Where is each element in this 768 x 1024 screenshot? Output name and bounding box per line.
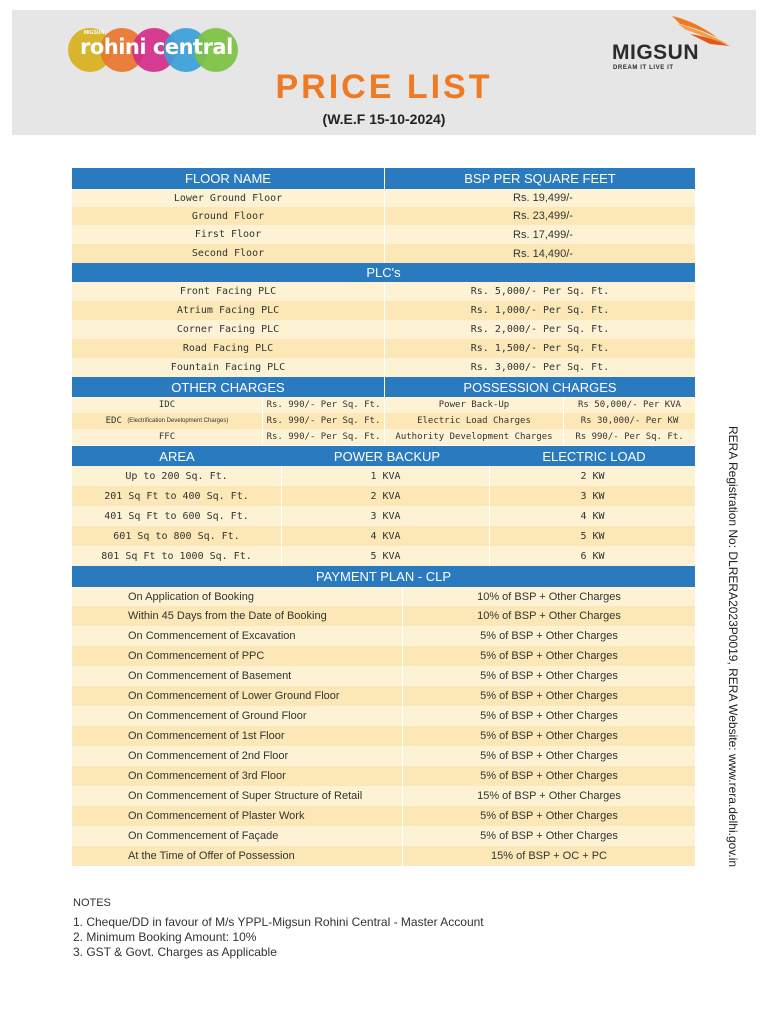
payment-amount: 15% of BSP + OC + PC: [491, 850, 607, 862]
payment-amount: 5% of BSP + Other Charges: [480, 630, 618, 642]
plc-name: Fountain Facing PLC: [170, 362, 286, 373]
note-item: 2. Minimum Booking Amount: 10%: [73, 930, 257, 944]
plc-price: Rs. 2,000/- Per Sq. Ft.: [470, 324, 610, 335]
table-row: [72, 429, 695, 445]
possession-charge-name: Authority Development Charges: [395, 432, 553, 442]
logo-small-text: MIGSUN: [84, 30, 104, 36]
bsp-price: Rs. 23,499/-: [513, 210, 573, 222]
table-row: [72, 666, 695, 686]
table-row: [72, 282, 695, 301]
table-row: [72, 397, 695, 413]
floor-name: Second Floor: [191, 248, 265, 259]
table-row: [72, 587, 695, 606]
table-row: [72, 466, 695, 486]
possession-charges-title: POSSESSION CHARGES: [463, 379, 617, 395]
rera-registration: [720, 426, 740, 866]
table-row: [72, 339, 695, 358]
load-value: 6 KW: [580, 550, 605, 562]
payment-amount: 5% of BSP + Other Charges: [480, 830, 618, 842]
plc-price: Rs. 3,000/- Per Sq. Ft.: [470, 362, 610, 373]
area-value: 801 Sq Ft to 1000 Sq. Ft.: [101, 550, 252, 562]
possession-charge-price: Rs 50,000/- Per KVA: [578, 400, 681, 410]
table-row: [72, 301, 695, 320]
payment-stage: On Application of Booking: [128, 590, 254, 603]
other-charge-price: Rs. 990/- Per Sq. Ft.: [266, 400, 381, 410]
table-row: [72, 189, 695, 207]
area-value: 401 Sq Ft to 600 Sq. Ft.: [104, 510, 249, 522]
table-row: [72, 846, 695, 866]
plc-name: Atrium Facing PLC: [176, 305, 280, 316]
backup-value: 5 KVA: [370, 550, 401, 562]
plc-name: Corner Facing PLC: [176, 324, 280, 335]
bsp-price: Rs. 17,499/-: [513, 228, 573, 241]
table-row: [72, 806, 695, 826]
note-item: 3. GST & Govt. Charges as Applicable: [73, 945, 277, 959]
payment-stage: On Commencement of Basement: [128, 670, 292, 682]
power-header-row: [72, 446, 695, 466]
payment-stage: On Commencement of Excavation: [128, 630, 296, 642]
table-row: [72, 320, 695, 339]
payment-amount: 5% of BSP + Other Charges: [480, 710, 618, 722]
table-row: [72, 766, 695, 786]
rera-text: RERA Registration No: DLRERA2023P0019, RERA Website: www.rera.delhi.gov.in: [726, 426, 740, 868]
area-value: 601 Sq to 800 Sq. Ft.: [113, 530, 240, 542]
plc-price: Rs. 5,000/- Per Sq. Ft.: [470, 286, 610, 297]
payment-amount: 5% of BSP + Other Charges: [480, 650, 618, 662]
possession-charge-price: Rs 990/- Per Sq. Ft.: [575, 432, 684, 442]
edc-note: (Electrification Development Charges): [127, 418, 229, 424]
possession-charge-name: Power Back-Up: [438, 400, 510, 410]
payment-amount: 5% of BSP + Other Charges: [480, 770, 618, 782]
payment-stage: On Commencement of Plaster Work: [128, 810, 305, 822]
other-charge-name: EDC (Electrification Development Charges): [105, 416, 229, 426]
note-item: 1. Cheque/DD in favour of M/s YPPL-Migsun Rohini Central - Master Account: [73, 915, 484, 929]
possession-charge-name: Electric Load Charges: [417, 416, 531, 426]
plc-price: Rs. 1,500/- Per Sq. Ft.: [470, 343, 610, 354]
payment-amount: 5% of BSP + Other Charges: [480, 670, 618, 682]
load-value: 3 KW: [580, 490, 605, 502]
power-backup-col: POWER BACKUP: [333, 448, 441, 464]
payment-amount: 10% of BSP + Other Charges: [477, 610, 621, 622]
table-row: [72, 606, 695, 626]
payment-header-row: [72, 566, 695, 587]
payment-stage: On Commencement of 1st Floor: [128, 730, 285, 742]
rohini-central-logo: [68, 28, 240, 72]
other-charge-price: Rs. 990/- Per Sq. Ft.: [266, 416, 381, 426]
page-subtitle: (W.E.F 15-10-2024): [322, 111, 446, 127]
plc-header-row: [72, 263, 695, 282]
other-charge-price: Rs. 990/- Per Sq. Ft.: [266, 432, 381, 442]
migsun-logo: [608, 14, 738, 74]
backup-value: 2 KVA: [370, 490, 401, 502]
notes-heading: NOTES: [73, 897, 111, 909]
load-value: 5 KW: [580, 530, 605, 542]
table-row: [72, 506, 695, 526]
notes-section: [73, 896, 484, 960]
backup-value: 3 KVA: [370, 510, 401, 522]
payment-amount: 5% of BSP + Other Charges: [480, 750, 618, 762]
payment-stage: At the Time of Offer of Possession: [128, 850, 295, 862]
payment-amount: 5% of BSP + Other Charges: [480, 730, 618, 742]
bsp-price: Rs. 14,490/-: [513, 247, 573, 260]
table-row: [72, 686, 695, 706]
area-value: 201 Sq Ft to 400 Sq. Ft.: [104, 490, 249, 502]
load-value: 2 KW: [580, 470, 605, 482]
table-row: [72, 225, 695, 244]
payment-stage: Within 45 Days from the Date of Booking: [128, 610, 327, 622]
payment-amount: 10% of BSP + Other Charges: [477, 590, 621, 603]
payment-stage: On Commencement of Ground Floor: [128, 710, 307, 722]
migsun-tagline: DREAM IT LIVE IT: [613, 65, 674, 71]
plc-name: Road Facing PLC: [182, 343, 274, 354]
other-charge-name: FFC: [158, 432, 176, 442]
payment-stage: On Commencement of PPC: [128, 650, 265, 662]
payment-amount: 5% of BSP + Other Charges: [480, 690, 618, 702]
floor-name: Lower Ground Floor: [173, 192, 283, 204]
table-row: [72, 546, 695, 566]
payment-plan-title: PAYMENT PLAN - CLP: [315, 569, 452, 584]
table-row: [72, 646, 695, 666]
possession-charge-price: Rs 30,000/- Per KW: [580, 416, 679, 426]
bsp-col-price: BSP PER SQUARE FEET: [464, 171, 616, 186]
bsp-header-row: [72, 168, 695, 189]
table-row: [72, 786, 695, 806]
table-row: [72, 746, 695, 766]
table-row: [72, 358, 695, 377]
other-charges-title: OTHER CHARGES: [171, 379, 285, 395]
table-row: [72, 244, 695, 263]
load-value: 4 KW: [580, 510, 605, 522]
charges-header-row: [72, 377, 695, 397]
table-row: [72, 526, 695, 546]
bsp-col-floor: FLOOR NAME: [185, 171, 271, 186]
table-row: [72, 486, 695, 506]
bsp-price: Rs. 19,499/-: [513, 192, 573, 204]
table-row: [72, 413, 695, 429]
logo-brand-text: rohini central: [80, 35, 233, 59]
payment-stage: On Commencement of 3rd Floor: [128, 770, 286, 782]
table-row: [72, 706, 695, 726]
plc-title: PLC's: [366, 265, 401, 280]
payment-stage: On Commencement of Lower Ground Floor: [128, 690, 340, 702]
electric-load-col: ELECTRIC LOAD: [542, 448, 646, 464]
table-row: [72, 726, 695, 746]
payment-stage: On Commencement of 2nd Floor: [128, 750, 289, 762]
table-row: [72, 626, 695, 646]
floor-name: Ground Floor: [191, 210, 265, 222]
floor-name: First Floor: [194, 229, 262, 240]
payment-amount: 15% of BSP + Other Charges: [477, 790, 621, 802]
backup-value: 4 KVA: [370, 530, 401, 542]
page-title: PRICE LIST: [275, 68, 493, 106]
payment-stage: On Commencement of Super Structure of Retail: [128, 790, 363, 802]
migsun-name: MIGSUN: [612, 41, 699, 64]
table-row: [72, 826, 695, 846]
payment-amount: 5% of BSP + Other Charges: [480, 810, 618, 822]
area-col: AREA: [159, 448, 195, 464]
payment-stage: On Commencement of Façade: [128, 830, 279, 842]
backup-value: 1 KVA: [370, 470, 401, 482]
table-row: [72, 207, 695, 225]
plc-name: Front Facing PLC: [179, 286, 277, 297]
other-charge-name: IDC: [158, 400, 176, 410]
plc-price: Rs. 1,000/- Per Sq. Ft.: [470, 305, 610, 316]
area-value: Up to 200 Sq. Ft.: [125, 470, 228, 482]
